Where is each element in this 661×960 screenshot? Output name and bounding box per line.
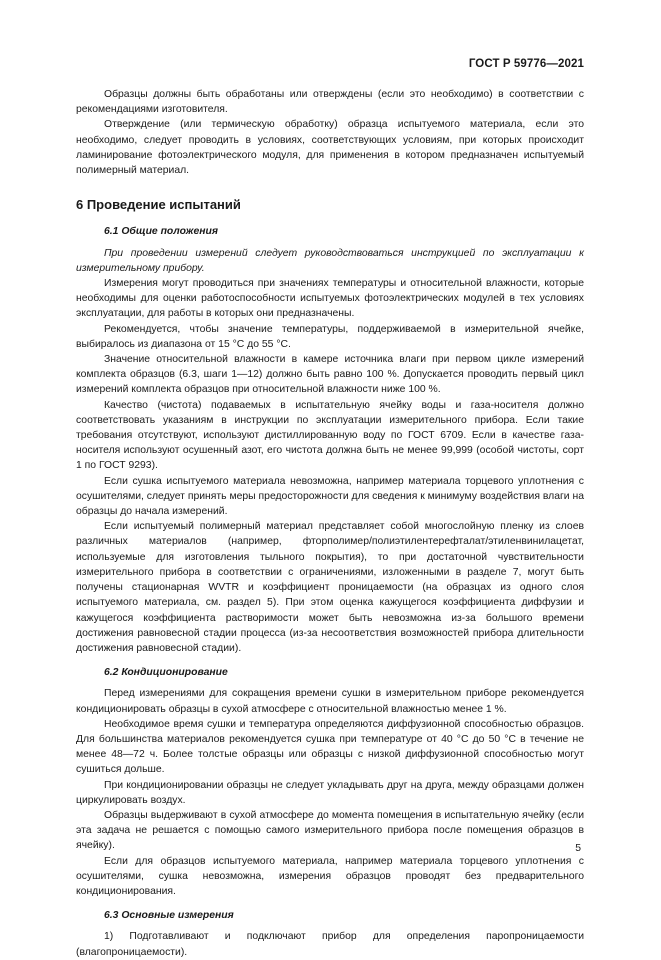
paragraph: Если для образцов испытуемого материала, например материала торцевого уплотнения с осушителями, сушка невозможна, измерения образцов проводят без предварительного кондиционирования. xyxy=(76,855,584,897)
page-content xyxy=(76,87,584,960)
paragraph: Если сушка испытуемого материала невозможна, например материала торцевого уплотнения с осушителями, следует принять меры предосторожности для сведения к минимуму воздействия влаги на образцы до начала измерений. xyxy=(76,475,584,518)
page-number: 5 xyxy=(575,843,581,854)
subsection-heading: 6.1 Общие положения xyxy=(104,226,218,238)
paragraph: Измерения могут проводиться при значениях температуры и относительной влажности, которые необходимы для оценки работоспособности испытуемых фотоэлектрических модулей в тех условиях эксплуатации, для работы в которых они предназначены. xyxy=(76,278,584,320)
subsection-heading: 6.2 Кондиционирование xyxy=(104,667,228,679)
paragraph: Необходимое время сушки и температура определяются диффузионной способностью образцов. Для большинства материалов рекомендуется сушка при температуре от 40 °С до 50 °С в течение не менее 48—72 ч. Более толстые образцы или образцы с низкой диффузионной способностью могут сушиться дольше. xyxy=(76,718,584,776)
paragraph: Образцы должны быть обработаны или отверждены (если это необходимо) в соответствии с рекомендациями изготовителя. xyxy=(76,89,584,116)
paragraph: Значение относительной влажности в камере источника влаги при первом цикле измерений комплекта образцов (6.3, шаги 1—12) должно быть равно 100 %. Допускается проводить первый цикл измерений комплекта образцов при относительной влажности ниже 100 %. xyxy=(76,354,584,396)
paragraph: Если испытуемый полимерный материал представляет собой многослойную пленку из слоев различных материалов (например, фторполимер/полиэтилентерефталат/этиленвинилацетат, используемые для изготовления тыльного покрытия), то при достаточной чувствительности измерительного прибора в соответствии с ограничениями, изложенными в разделе 7, могут быть получены стационарная WVTR и коэффициент проницаемости (на образцах из одного слоя испытуемого материала, см. раздел 5). При этом оценка кажущегося коэффициента диффузии и кажущегося коэффициента растворимости может быть невозможна из-за большого времени достижения равновесной стадии процесса (из-за несоответствия возможностей прибора длительности достижения равновесной стадии). xyxy=(76,521,584,654)
paragraph: Образцы выдерживают в сухой атмосфере до момента помещения в испытательную ячейку (если эта задача не решается с помощью самого измерительного прибора после помещения образцов в ячейку). xyxy=(76,809,584,852)
subsection-heading: 6.3 Основные измерения xyxy=(104,910,234,922)
section-heading: 6 Проведение испытаний xyxy=(76,197,241,213)
paragraph: 1) Подготавливают и подключают прибор для определения паропроницаемости (влагопроницаемости). xyxy=(76,931,584,958)
document-id-header: ГОСТ Р 59776—2021 xyxy=(468,58,584,70)
paragraph: При кондиционировании образцы не следует укладывать друг на друга, между образцами должен циркулировать воздух. xyxy=(76,779,584,806)
paragraph: Рекомендуется, чтобы значение температуры, поддерживаемой в измерительной ячейке, выбиралось из диапазона от 15 °С до 55 °С. xyxy=(76,323,584,350)
paragraph: Качество (чистота) подаваемых в испытательную ячейку воды и газа-носителя должно соответствовать указаниям в инструкции по эксплуатации измерительного прибора. Если такие требования отсутствуют, используют дистиллированную воду по ГОСТ 6709. Если в качестве газа-носителя используют осушенный азот, его чистота должна быть не менее 99,999 (особой чистоты, сорт 1 по ГОСТ 9293). xyxy=(76,399,584,472)
paragraph: Перед измерениями для сокращения времени сушки в измерительном приборе рекомендуется кондиционировать образцы в сухой атмосфере с относительной влажностью менее 1 %. xyxy=(76,688,584,715)
paragraph: Отверждение (или термическую обработку) образца испытуемого материала, если это необходимо, следует проводить в условиях, соответствующих условиям, при которых происходит ламинирование фотоэлектрического модуля, для применения в котором предназначен испытуемый полимерный материал. xyxy=(76,119,584,177)
italic-paragraph: При проведении измерений следует руководствоваться инструкцией по эксплуатации к измерительному прибору. xyxy=(76,247,584,274)
